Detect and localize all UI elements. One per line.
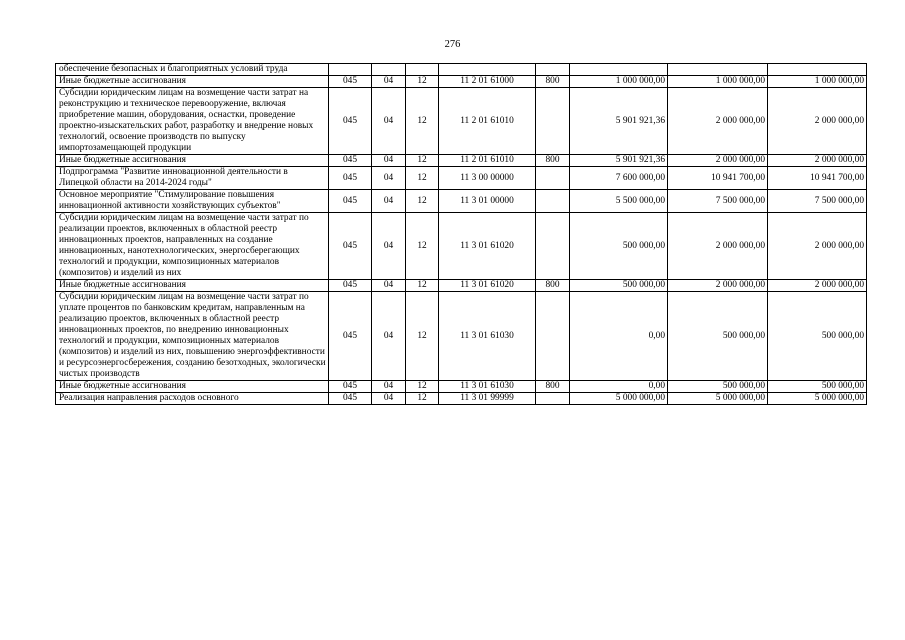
row-section: 04 [372,155,406,167]
row-amount-year3 [768,64,867,76]
row-expense-type [536,393,570,405]
table-row [56,292,867,381]
row-admin-code: 045 [329,76,372,88]
row-admin-code: 045 [329,292,372,381]
row-amount-year3: 2 000 000,00 [768,213,867,280]
row-target-article: 11 2 01 61010 [439,88,536,155]
row-target-article: 11 3 01 61020 [439,213,536,280]
row-amount-year1: 5 901 921,36 [570,88,668,155]
row-name: Основное мероприятие "Стимулирование повышения инновационной активности хозяйствующих субъектов" [56,190,329,213]
row-amount-year2: 10 941 700,00 [668,167,768,190]
table-row [56,64,867,76]
row-expense-type [536,167,570,190]
row-amount-year2 [668,64,768,76]
row-admin-code: 045 [329,190,372,213]
row-name: Подпрограмма "Развитие инновационной деятельности в Липецкой области на 2014-2024 годы" [56,167,329,190]
row-subsection: 12 [406,213,439,280]
row-amount-year1: 500 000,00 [570,280,668,292]
row-amount-year3: 5 000 000,00 [768,393,867,405]
row-subsection: 12 [406,280,439,292]
row-target-article [439,64,536,76]
row-admin-code: 045 [329,155,372,167]
row-subsection: 12 [406,76,439,88]
row-admin-code: 045 [329,393,372,405]
row-target-article: 11 2 01 61010 [439,155,536,167]
row-amount-year2: 2 000 000,00 [668,155,768,167]
row-amount-year2: 7 500 000,00 [668,190,768,213]
table-row [56,190,867,213]
row-amount-year3: 2 000 000,00 [768,155,867,167]
row-subsection: 12 [406,292,439,381]
row-expense-type: 800 [536,381,570,393]
row-expense-type [536,292,570,381]
row-name: Иные бюджетные ассигнования [56,155,329,167]
row-amount-year3: 1 000 000,00 [768,76,867,88]
row-section: 04 [372,190,406,213]
row-admin-code: 045 [329,167,372,190]
row-amount-year3: 2 000 000,00 [768,280,867,292]
row-admin-code: 045 [329,381,372,393]
row-target-article: 11 3 01 00000 [439,190,536,213]
row-subsection: 12 [406,393,439,405]
row-amount-year3: 7 500 000,00 [768,190,867,213]
row-target-article: 11 3 01 99999 [439,393,536,405]
row-amount-year1: 0,00 [570,292,668,381]
row-amount-year2: 500 000,00 [668,292,768,381]
row-amount-year2: 5 000 000,00 [668,393,768,405]
row-expense-type [536,64,570,76]
row-expense-type: 800 [536,76,570,88]
row-admin-code: 045 [329,213,372,280]
row-subsection [406,64,439,76]
row-admin-code: 045 [329,88,372,155]
row-section: 04 [372,381,406,393]
row-admin-code [329,64,372,76]
row-name: Субсидии юридическим лицам на возмещение части затрат по уплате процентов по банковским кредитам, направленным на реализацию проектов, включенных в областной реестр инновационных проектов, по внедрению инновационных технологий и продукции, композиционных материалов (композитов) и изделий из них, повышению энергоэффективности и ресурсоэнергосбережения, созданию безотходных, экологически чистых производств [56,292,329,381]
row-section: 04 [372,280,406,292]
row-expense-type [536,88,570,155]
table-row [56,280,867,292]
row-target-article: 11 2 01 61000 [439,76,536,88]
row-subsection: 12 [406,88,439,155]
row-expense-type [536,190,570,213]
table-row [56,88,867,155]
page-number: 276 [444,39,461,50]
row-amount-year1 [570,64,668,76]
row-section [372,64,406,76]
row-amount-year1: 500 000,00 [570,213,668,280]
row-amount-year2: 1 000 000,00 [668,76,768,88]
row-name: Иные бюджетные ассигнования [56,280,329,292]
row-amount-year1: 0,00 [570,381,668,393]
table-body [56,64,867,405]
table-row [56,393,867,405]
row-amount-year3: 500 000,00 [768,381,867,393]
row-amount-year2: 2 000 000,00 [668,213,768,280]
row-section: 04 [372,292,406,381]
row-section: 04 [372,393,406,405]
table-row [56,76,867,88]
row-amount-year1: 5 901 921,36 [570,155,668,167]
row-section: 04 [372,88,406,155]
row-section: 04 [372,167,406,190]
row-amount-year1: 1 000 000,00 [570,76,668,88]
row-subsection: 12 [406,167,439,190]
row-target-article: 11 3 01 61030 [439,292,536,381]
row-amount-year1: 5 000 000,00 [570,393,668,405]
row-name: Субсидии юридическим лицам на возмещение части затрат на реконструкцию и техническое перевооружение, включая приобретение машин, оборудования, оснастки, проведение проектно-изыскательских работ, разработку и внедрение новых технологий, освоение производств по выпуску импортозамещающей продукции [56,88,329,155]
row-name: обеспечение безопасных и благоприятных условий труда [56,64,329,76]
row-target-article: 11 3 00 00000 [439,167,536,190]
table-row [56,155,867,167]
row-name: Иные бюджетные ассигнования [56,76,329,88]
row-amount-year3: 10 941 700,00 [768,167,867,190]
row-expense-type: 800 [536,155,570,167]
row-subsection: 12 [406,190,439,213]
table-row [56,381,867,393]
row-admin-code: 045 [329,280,372,292]
row-name: Субсидии юридическим лицам на возмещение части затрат по реализации проектов, включенных в областной реестр инновационных проектов, направленных на создание инновационных, нанотехнологических, энергосберегающих технологий и продукции, композиционных материалов (композитов) и изделий из них [56,213,329,280]
budget-table [55,63,867,405]
row-name: Иные бюджетные ассигнования [56,381,329,393]
row-amount-year1: 5 500 000,00 [570,190,668,213]
row-expense-type: 800 [536,280,570,292]
table-row [56,167,867,190]
row-target-article: 11 3 01 61030 [439,381,536,393]
row-amount-year2: 2 000 000,00 [668,280,768,292]
row-amount-year2: 500 000,00 [668,381,768,393]
row-amount-year3: 2 000 000,00 [768,88,867,155]
row-expense-type [536,213,570,280]
row-amount-year1: 7 600 000,00 [570,167,668,190]
row-amount-year2: 2 000 000,00 [668,88,768,155]
table-row [56,213,867,280]
row-amount-year3: 500 000,00 [768,292,867,381]
row-target-article: 11 3 01 61020 [439,280,536,292]
row-subsection: 12 [406,155,439,167]
row-subsection: 12 [406,381,439,393]
row-section: 04 [372,76,406,88]
row-name: Реализация направления расходов основного [56,393,329,405]
row-section: 04 [372,213,406,280]
